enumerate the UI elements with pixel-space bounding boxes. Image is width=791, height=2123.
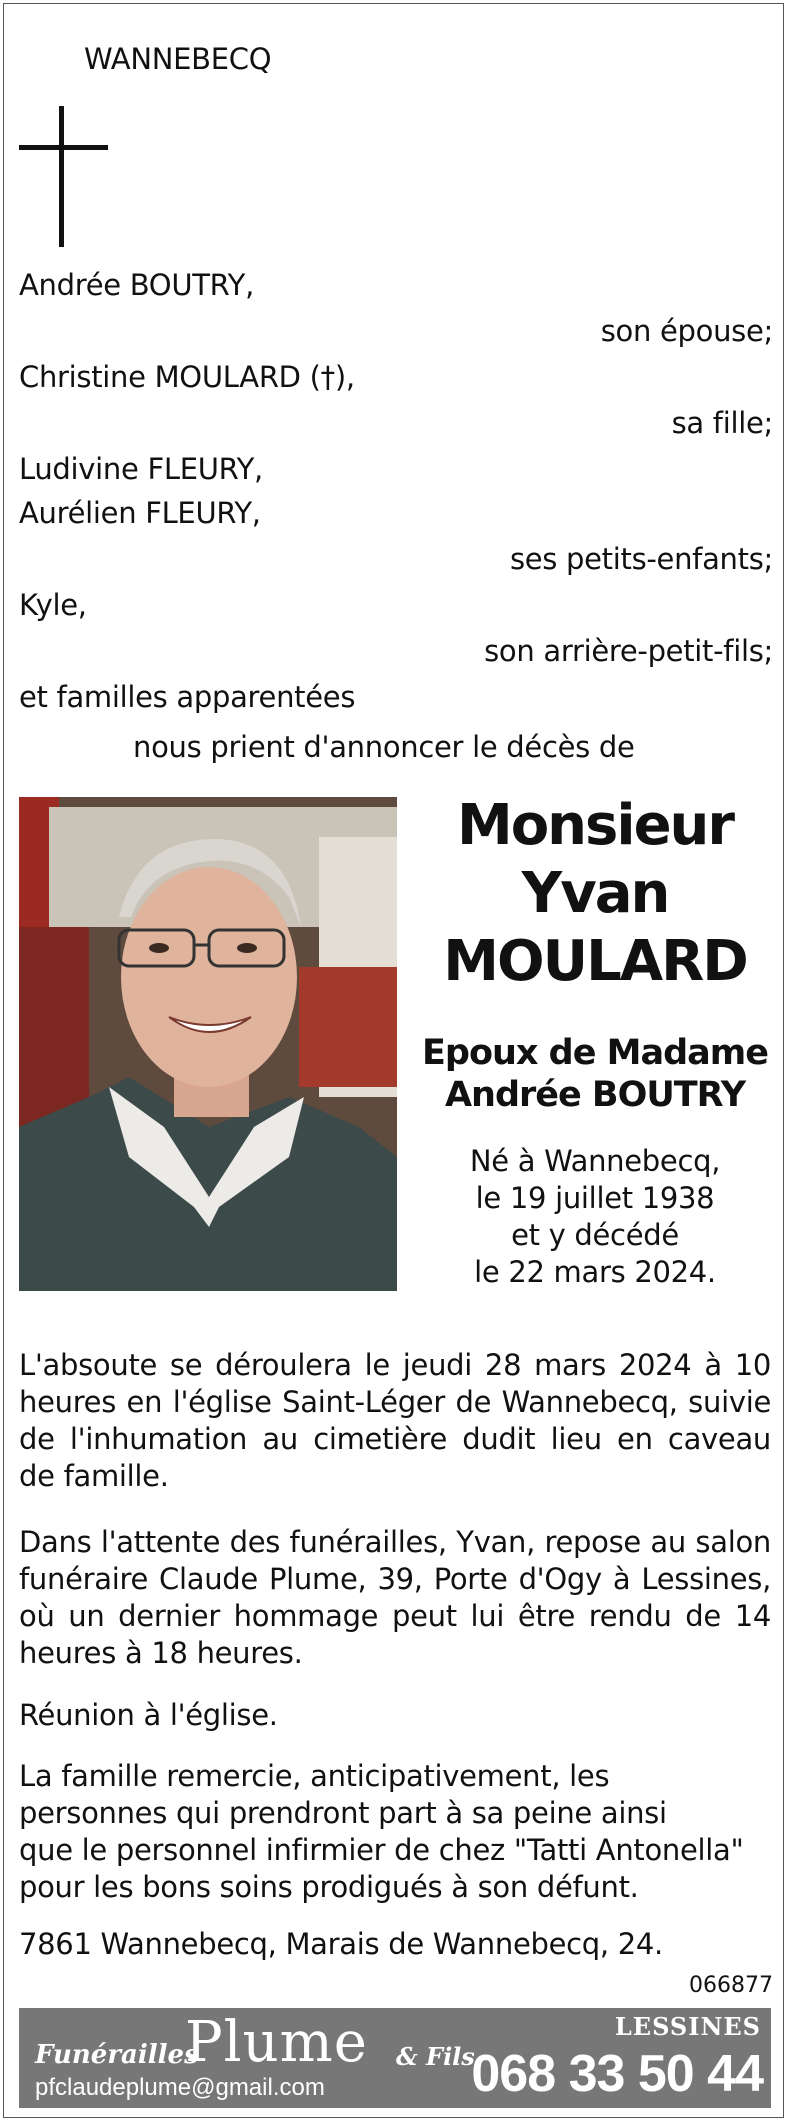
family-member: Andrée BOUTRY, <box>19 268 254 302</box>
funerailles-label: Funérailles <box>35 2040 199 2070</box>
phone-number: 068 33 50 44 <box>471 2045 763 2103</box>
birth-death-info <box>420 1143 770 1291</box>
reunion-line: Réunion à l'église. <box>19 1698 278 1732</box>
family-member: Christine MOULARD (†), <box>19 360 355 394</box>
family-member: Aurélien FLEURY, <box>19 496 261 530</box>
remerciements-line: personnes qui prendront part à sa peine ainsi <box>19 1796 667 1830</box>
absoute-paragraph: L'absoute se déroulera le jeudi 28 mars 2024 à 10 heures en l'église Saint-Léger de Wannebecq, suivie de l'inhumation au cimetière dudit lieu en caveau de famille. <box>19 1348 771 1493</box>
family-relation: ses petits-enfants; <box>509 542 773 576</box>
funeral-home-banner <box>19 2008 771 2108</box>
spouse-line-2: Andrée BOUTRY <box>444 1075 746 1115</box>
death-place: et y décédé <box>511 1218 679 1252</box>
family-member: Kyle, <box>19 588 87 622</box>
birth-place: Né à Wannebecq, <box>469 1144 721 1178</box>
reference-number: 066877 <box>689 1973 773 1998</box>
deceased-name <box>420 792 770 996</box>
spouse-line-1: Epoux de Madame <box>422 1033 768 1073</box>
address-line: 7861 Wannebecq, Marais de Wannebecq, 24. <box>19 1927 663 1961</box>
village-heading: WANNEBECQ <box>84 42 272 76</box>
portrait-photo <box>19 797 397 1291</box>
remerciements-line: pour les bons soins prodigués à son défunt. <box>19 1870 639 1904</box>
plume-logo: Plume <box>185 2010 368 2075</box>
city-label: LESSINES <box>614 2012 761 2041</box>
name-line-title: Monsieur <box>456 793 734 858</box>
remerciements-line: La famille remercie, anticipativement, les <box>19 1759 610 1793</box>
name-line-first: Yvan <box>521 861 669 926</box>
attente-paragraph: Dans l'attente des funérailles, Yvan, repose au salon funéraire Claude Plume, 39, Porte d'Ogy à Lessines, où un dernier hommage peut lui être rendu de 14 heures à 18 heures. <box>19 1525 771 1670</box>
announcement-line: nous prient d'annoncer le décès de <box>133 730 635 764</box>
family-relation: son épouse; <box>600 314 773 348</box>
remerciements-line: que le personnel infirmier de chez "Tatti Antonella" <box>19 1833 744 1867</box>
email-address: pfclaudeplume@gmail.com <box>35 2074 325 2101</box>
family-relation: son arrière-petit-fils; <box>484 634 773 668</box>
death-date: le 22 mars 2024. <box>474 1255 716 1289</box>
spouse-info <box>420 1032 770 1116</box>
family-member: Ludivine FLEURY, <box>19 452 263 486</box>
name-line-last: MOULARD <box>443 929 747 994</box>
remerciements-paragraph <box>19 1758 771 1906</box>
family-member: et familles apparentées <box>19 680 356 714</box>
birth-date: le 19 juillet 1938 <box>475 1181 715 1215</box>
fils-label: & Fils <box>396 2042 475 2071</box>
family-relation: sa fille; <box>671 406 773 440</box>
